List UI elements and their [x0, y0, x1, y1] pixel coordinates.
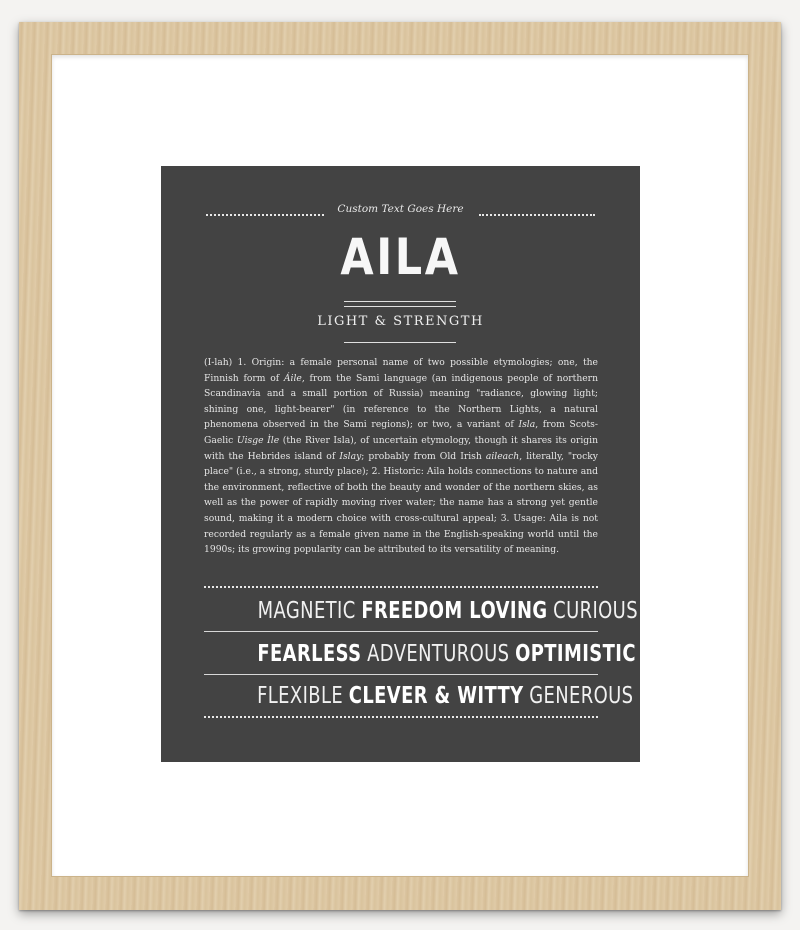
- traits-row-2: [204, 639, 636, 669]
- trait: CURIOUS: [553, 598, 638, 624]
- name-title: AILA: [340, 228, 461, 286]
- trait: OPTIMISTIC: [515, 641, 636, 667]
- definition-text: , literally, "rocky place" (i.e., a strong, sturdy place); 2. Historic: Aila holds connections to nature and the environment, reflective of both the beauty and wonder of the northern skies, as well as the power of rapidly moving river water; the name has a strong yet gentle sound, making it a modern choice with cross-cultural appeal; 3. Usage: Aila is not recorded regularly as a female given name in the English-speaking world until the 1990s; its growing popularity can be attributed to its versatility of meaning.: [204, 450, 598, 556]
- definition-text: (the River Isla), of uncertain etymology, though it shares its origin with the Hebrides island of: [204, 434, 598, 462]
- traits-row-1: [204, 596, 638, 626]
- traits-row-divider: [204, 631, 598, 632]
- definition-italic: Isla: [518, 419, 536, 431]
- definition-italic: Islay: [339, 450, 362, 462]
- definition-text: ; probably from Old Irish: [361, 450, 486, 462]
- traits-top-dotted-divider: [204, 586, 598, 588]
- trait: FREEDOM LOVING: [361, 598, 548, 624]
- traits-bottom-dotted-divider: [204, 716, 598, 718]
- definition-text: , from the Sami language (an indigenous people of northern Scandinavia and a small portion of Russia) meaning "radiance, glowing light; shining one, light-bearer" (in reference to the Northern Lights, a natural phenomena observed in the Sami regions); or two, a variant of: [204, 372, 598, 431]
- custom-text: Custom Text Goes Here: [337, 203, 464, 215]
- meaning-underline: [344, 342, 456, 343]
- traits-row-3: [204, 681, 634, 711]
- name-meaning: LIGHT & STRENGTH: [317, 314, 484, 329]
- name-underline-2: [344, 306, 456, 307]
- trait: ADVENTUROUS: [367, 641, 510, 667]
- definition-italic: Uisge Ìle: [236, 434, 280, 446]
- traits-row-divider: [204, 674, 598, 675]
- trait: GENEROUS: [529, 683, 634, 709]
- definition-text: (I-lah) 1. Origin: a female personal name of two possible etymologies; one, the Finnish form of: [204, 357, 598, 384]
- trait: MAGNETIC: [257, 598, 356, 624]
- trait: FLEXIBLE: [257, 683, 344, 709]
- definition-italic: aileach: [485, 450, 520, 462]
- name-definition: [204, 355, 598, 558]
- definition-text: , from Scots-Gaelic: [204, 419, 599, 446]
- trait: CLEVER & WITTY: [348, 683, 524, 709]
- name-print: [161, 166, 640, 762]
- trait: FEARLESS: [257, 641, 362, 667]
- name-underline-1: [344, 301, 456, 302]
- definition-italic: Áile: [283, 372, 302, 384]
